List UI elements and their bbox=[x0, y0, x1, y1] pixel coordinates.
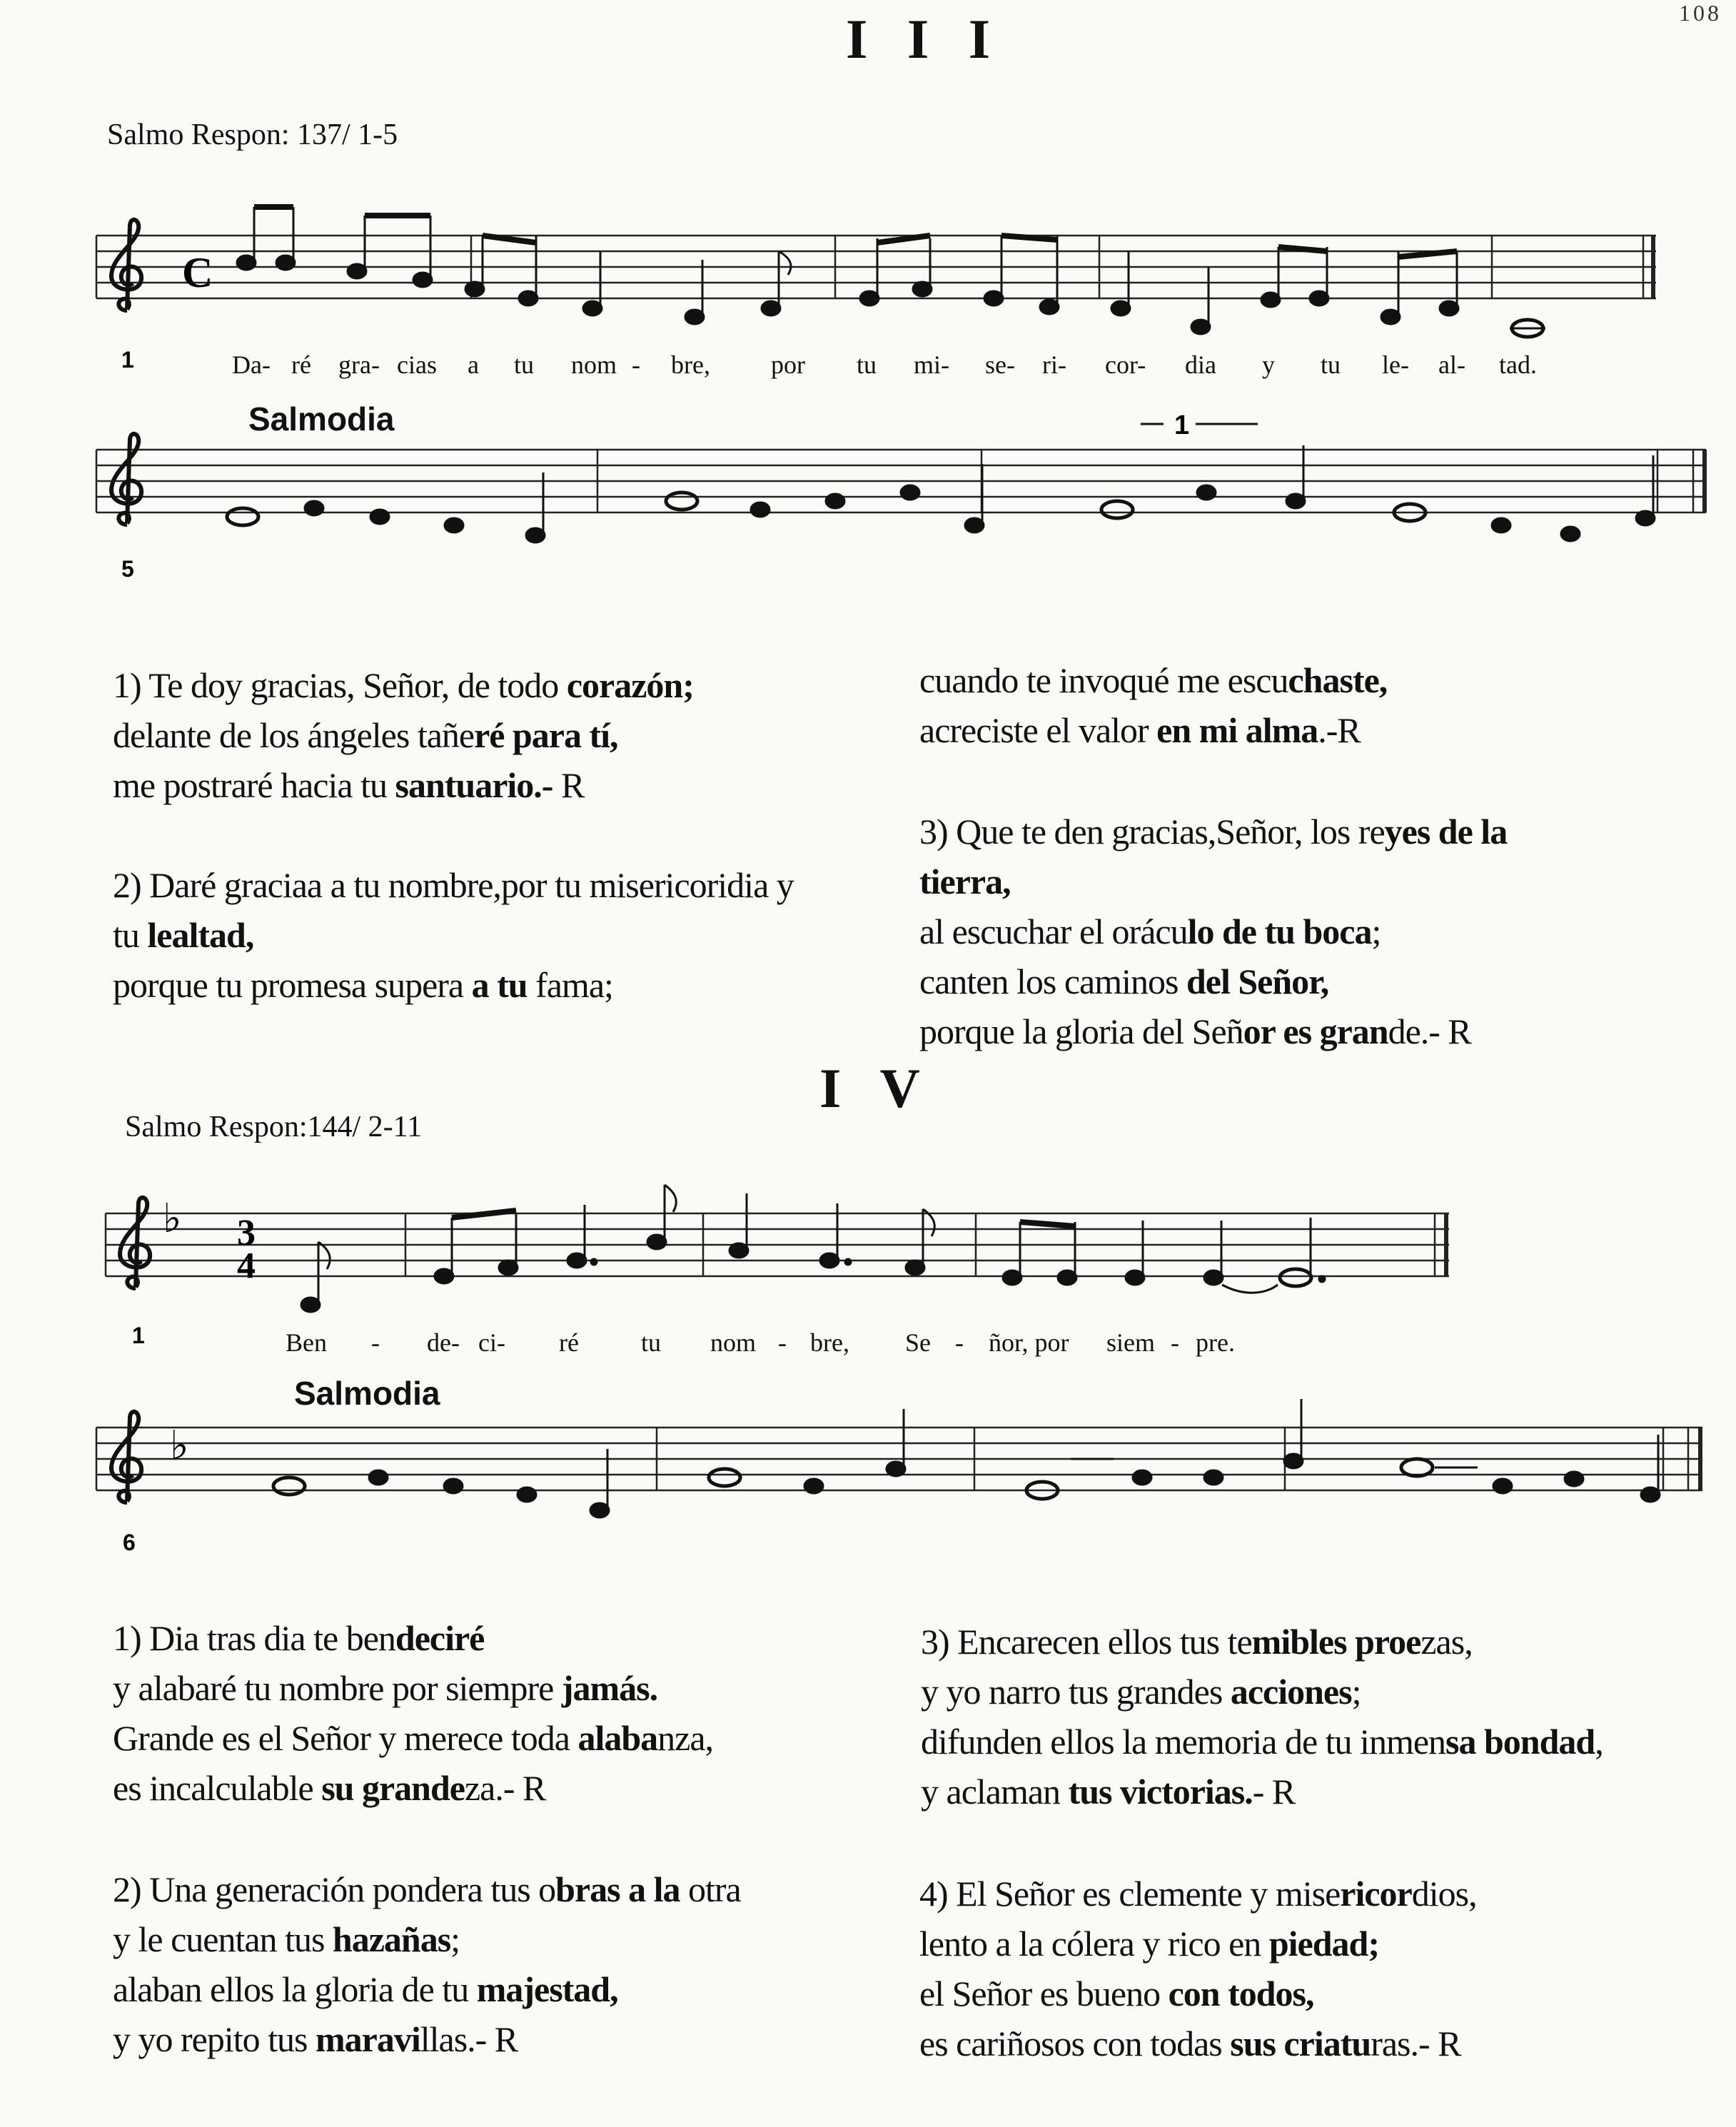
stanza-iv-3: 3) Encarecen ellos tus temibles proezas, y yo narro tus grandes acciones; difunden ellos la memoria de tu inmensa bondad, y aclaman tus victorias.- R bbox=[921, 1622, 1603, 1812]
stanza-iii-2-cont: cuando te invoqué me escuchaste, acreciste el valor en mi alma.-R bbox=[919, 660, 1388, 750]
stanza-iii-1: 1) Te doy gracias, Señor, de todo corazón; delante de los ángeles tañeré para tí, me postraré hacia tu santuario.- R bbox=[113, 665, 694, 805]
lyrics-iv: Ben - de- ci- ré tu nom - bre, Se - ñor, por siem - pre. bbox=[286, 1328, 1235, 1357]
section-title-iv: I V bbox=[819, 1057, 933, 1119]
stanza-iv-1: 1) Dia tras dia te bendeciré y alabaré tu nombre por siempre jamás. Grande es el Señor y merece toda alabanza, es incalculable su grandeza.- R bbox=[113, 1618, 714, 1808]
stanza-iv-4: 4) El Señor es clemente y misericordios, lento a la cólera y rico en piedad; el Señor es bueno con todos, es cariñosos con todas sus criaturas.- R bbox=[919, 1874, 1477, 2063]
stanza-iii-3: 3) Que te den gracias,Señor, los reyes de la tierra, al escuchar el oráculo de tu boca; canten los caminos del Señor, porque la gloria del Señor es grande.- R bbox=[919, 812, 1508, 1051]
section-title-iii: I I I bbox=[846, 8, 1004, 70]
psalm-reference-iii: Salmo Respon: 137/ 1-5 bbox=[107, 118, 398, 151]
svg-text:4: 4 bbox=[237, 1246, 256, 1286]
svg-text:1: 1 bbox=[121, 347, 134, 373]
stanza-iv-2: 2) Una generación pondera tus obras a la otra y le cuentan tus hazañas; alaban ellos la gloria de tu majestad, y yo repito tus maravillas.- R bbox=[113, 1869, 741, 2059]
svg-text:1: 1 bbox=[132, 1323, 145, 1348]
salmodia-label-iii: Salmodia bbox=[248, 400, 395, 438]
svg-text:6: 6 bbox=[123, 1530, 136, 1555]
page-number: 108 bbox=[1679, 0, 1722, 26]
svg-text:3: 3 bbox=[237, 1213, 256, 1253]
psalm-reference-iv: Salmo Respon:144/ 2-11 bbox=[125, 1111, 423, 1143]
staff-iv-1 bbox=[106, 1213, 1449, 1276]
salmodia-label-iv: Salmodia bbox=[294, 1375, 440, 1412]
lyrics-iii: Da- ré gra- cias a tu nom - bre, por tu mi- se- ri- cor- dia y tu le- al- tad. bbox=[232, 350, 1537, 379]
svg-text:5: 5 bbox=[121, 556, 134, 582]
svg-text:♭: ♭ bbox=[170, 1424, 189, 1468]
svg-text:C: C bbox=[182, 249, 213, 296]
staff-iii-2 bbox=[96, 450, 1706, 512]
notes-iii-1 bbox=[237, 207, 1545, 337]
svg-text:1: 1 bbox=[1174, 410, 1190, 440]
notes-iv-1 bbox=[301, 1185, 1325, 1312]
notes-iii-2 bbox=[227, 445, 1655, 542]
svg-text:♭: ♭ bbox=[163, 1197, 182, 1241]
staff-iv-2 bbox=[96, 1428, 1702, 1490]
stanza-iii-2: 2) Daré graciaa a tu nombre,por tu misericoridia y tu lealtad, porque tu promesa supera a tu fama; bbox=[113, 865, 794, 1005]
